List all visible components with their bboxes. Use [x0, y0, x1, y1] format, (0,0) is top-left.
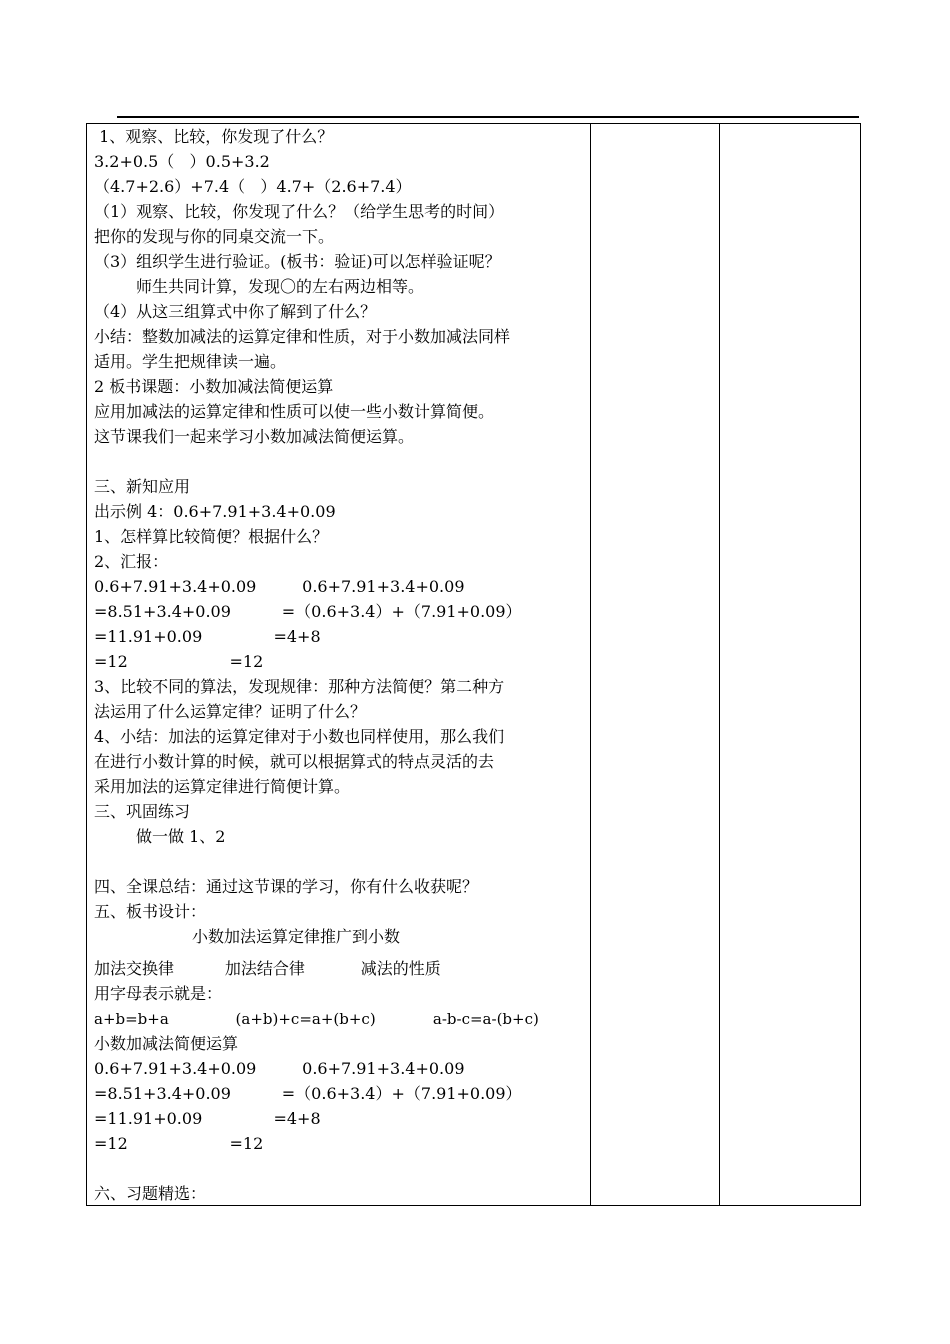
- column-divider: [590, 124, 591, 1205]
- calc-line: 0.6+7.91+3.4+0.09 0.6+7.91+3.4+0.09: [94, 1059, 465, 1078]
- text-line: 适用。学生把规律读一遍。: [94, 352, 287, 371]
- text-line: （4.7+2.6）+7.4（ ）4.7+（2.6+7.4）: [94, 177, 412, 196]
- calc-line: =8.51+3.4+0.09 =（0.6+3.4）+（7.91+0.09）: [94, 1084, 522, 1103]
- section-heading: 五、板书设计：: [94, 902, 207, 921]
- text-line: 法运用了什么运算定律？证明了什么？: [94, 702, 367, 721]
- board-title: 小数加法运算定律推广到小数: [192, 927, 401, 946]
- calc-line: =12 =12: [94, 652, 264, 671]
- text-line: （1）观察、比较，你发现了什么？（给学生思考的时间）: [94, 202, 505, 221]
- section-heading: 三、新知应用: [94, 477, 191, 496]
- column-divider: [719, 124, 720, 1205]
- text-line: 2 板书课题：小数加减法简便运算: [94, 377, 334, 396]
- section-heading: 三、巩固练习: [94, 802, 191, 821]
- text-line: 这节课我们一起来学习小数加减法简便运算。: [94, 427, 415, 446]
- text-line: 小数加减法简便运算: [94, 1034, 239, 1053]
- text-line: 2、汇报：: [94, 552, 169, 571]
- text-line: 把你的发现与你的同桌交流一下。: [94, 227, 335, 246]
- text-line: 应用加减法的运算定律和性质可以使一些小数计算简便。: [94, 402, 495, 421]
- text-line: 3.2+0.5（ ）0.5+3.2: [94, 152, 270, 171]
- text-line: 采用加法的运算定律进行简便计算。: [94, 777, 351, 796]
- text-line: 出示例 4：0.6+7.91+3.4+0.09: [94, 502, 336, 521]
- text-line: （3）组织学生进行验证。(板书：验证)可以怎样验证呢？: [94, 252, 501, 271]
- text-line: 师生共同计算，发现〇的左右两边相等。: [136, 277, 425, 296]
- text-line: 在进行小数计算的时候，就可以根据算式的特点灵活的去: [94, 752, 495, 771]
- text-line: 用字母表示就是：: [94, 984, 223, 1003]
- calc-line: =11.91+0.09 =4+8: [94, 627, 321, 646]
- text-line: 加法交换律 加法结合律 减法的性质: [94, 959, 441, 978]
- calc-line: 0.6+7.91+3.4+0.09 0.6+7.91+3.4+0.09: [94, 577, 465, 596]
- text-line: 小结：整数加减法的运算定律和性质，对于小数加减法同样: [94, 327, 511, 346]
- section-heading: 六、习题精选：: [94, 1184, 207, 1203]
- formula-line: a+b=b+a (a+b)+c=a+(b+c) a-b-c=a-(b+c): [94, 1010, 539, 1028]
- text-line: 1、观察、比较，你发现了什么？: [94, 127, 334, 146]
- text-line: 1、怎样算比较简便？根据什么？: [94, 527, 329, 546]
- calc-line: =8.51+3.4+0.09 =（0.6+3.4）+（7.91+0.09）: [94, 602, 522, 621]
- text-line: 做一做 1、2: [136, 827, 226, 846]
- text-line: 3、比较不同的算法，发现规律：那种方法简便？第二种方: [94, 677, 505, 696]
- calc-line: =12 =12: [94, 1134, 264, 1153]
- text-line: 4、小结：加法的运算定律对于小数也同样使用，那么我们: [94, 727, 505, 746]
- header-rule: [117, 116, 859, 118]
- section-heading: 四、全课总结：通过这节课的学习，你有什么收获呢？: [94, 877, 479, 896]
- calc-line: =11.91+0.09 =4+8: [94, 1109, 321, 1128]
- text-line: （4）从这三组算式中你了解到了什么？: [94, 302, 377, 321]
